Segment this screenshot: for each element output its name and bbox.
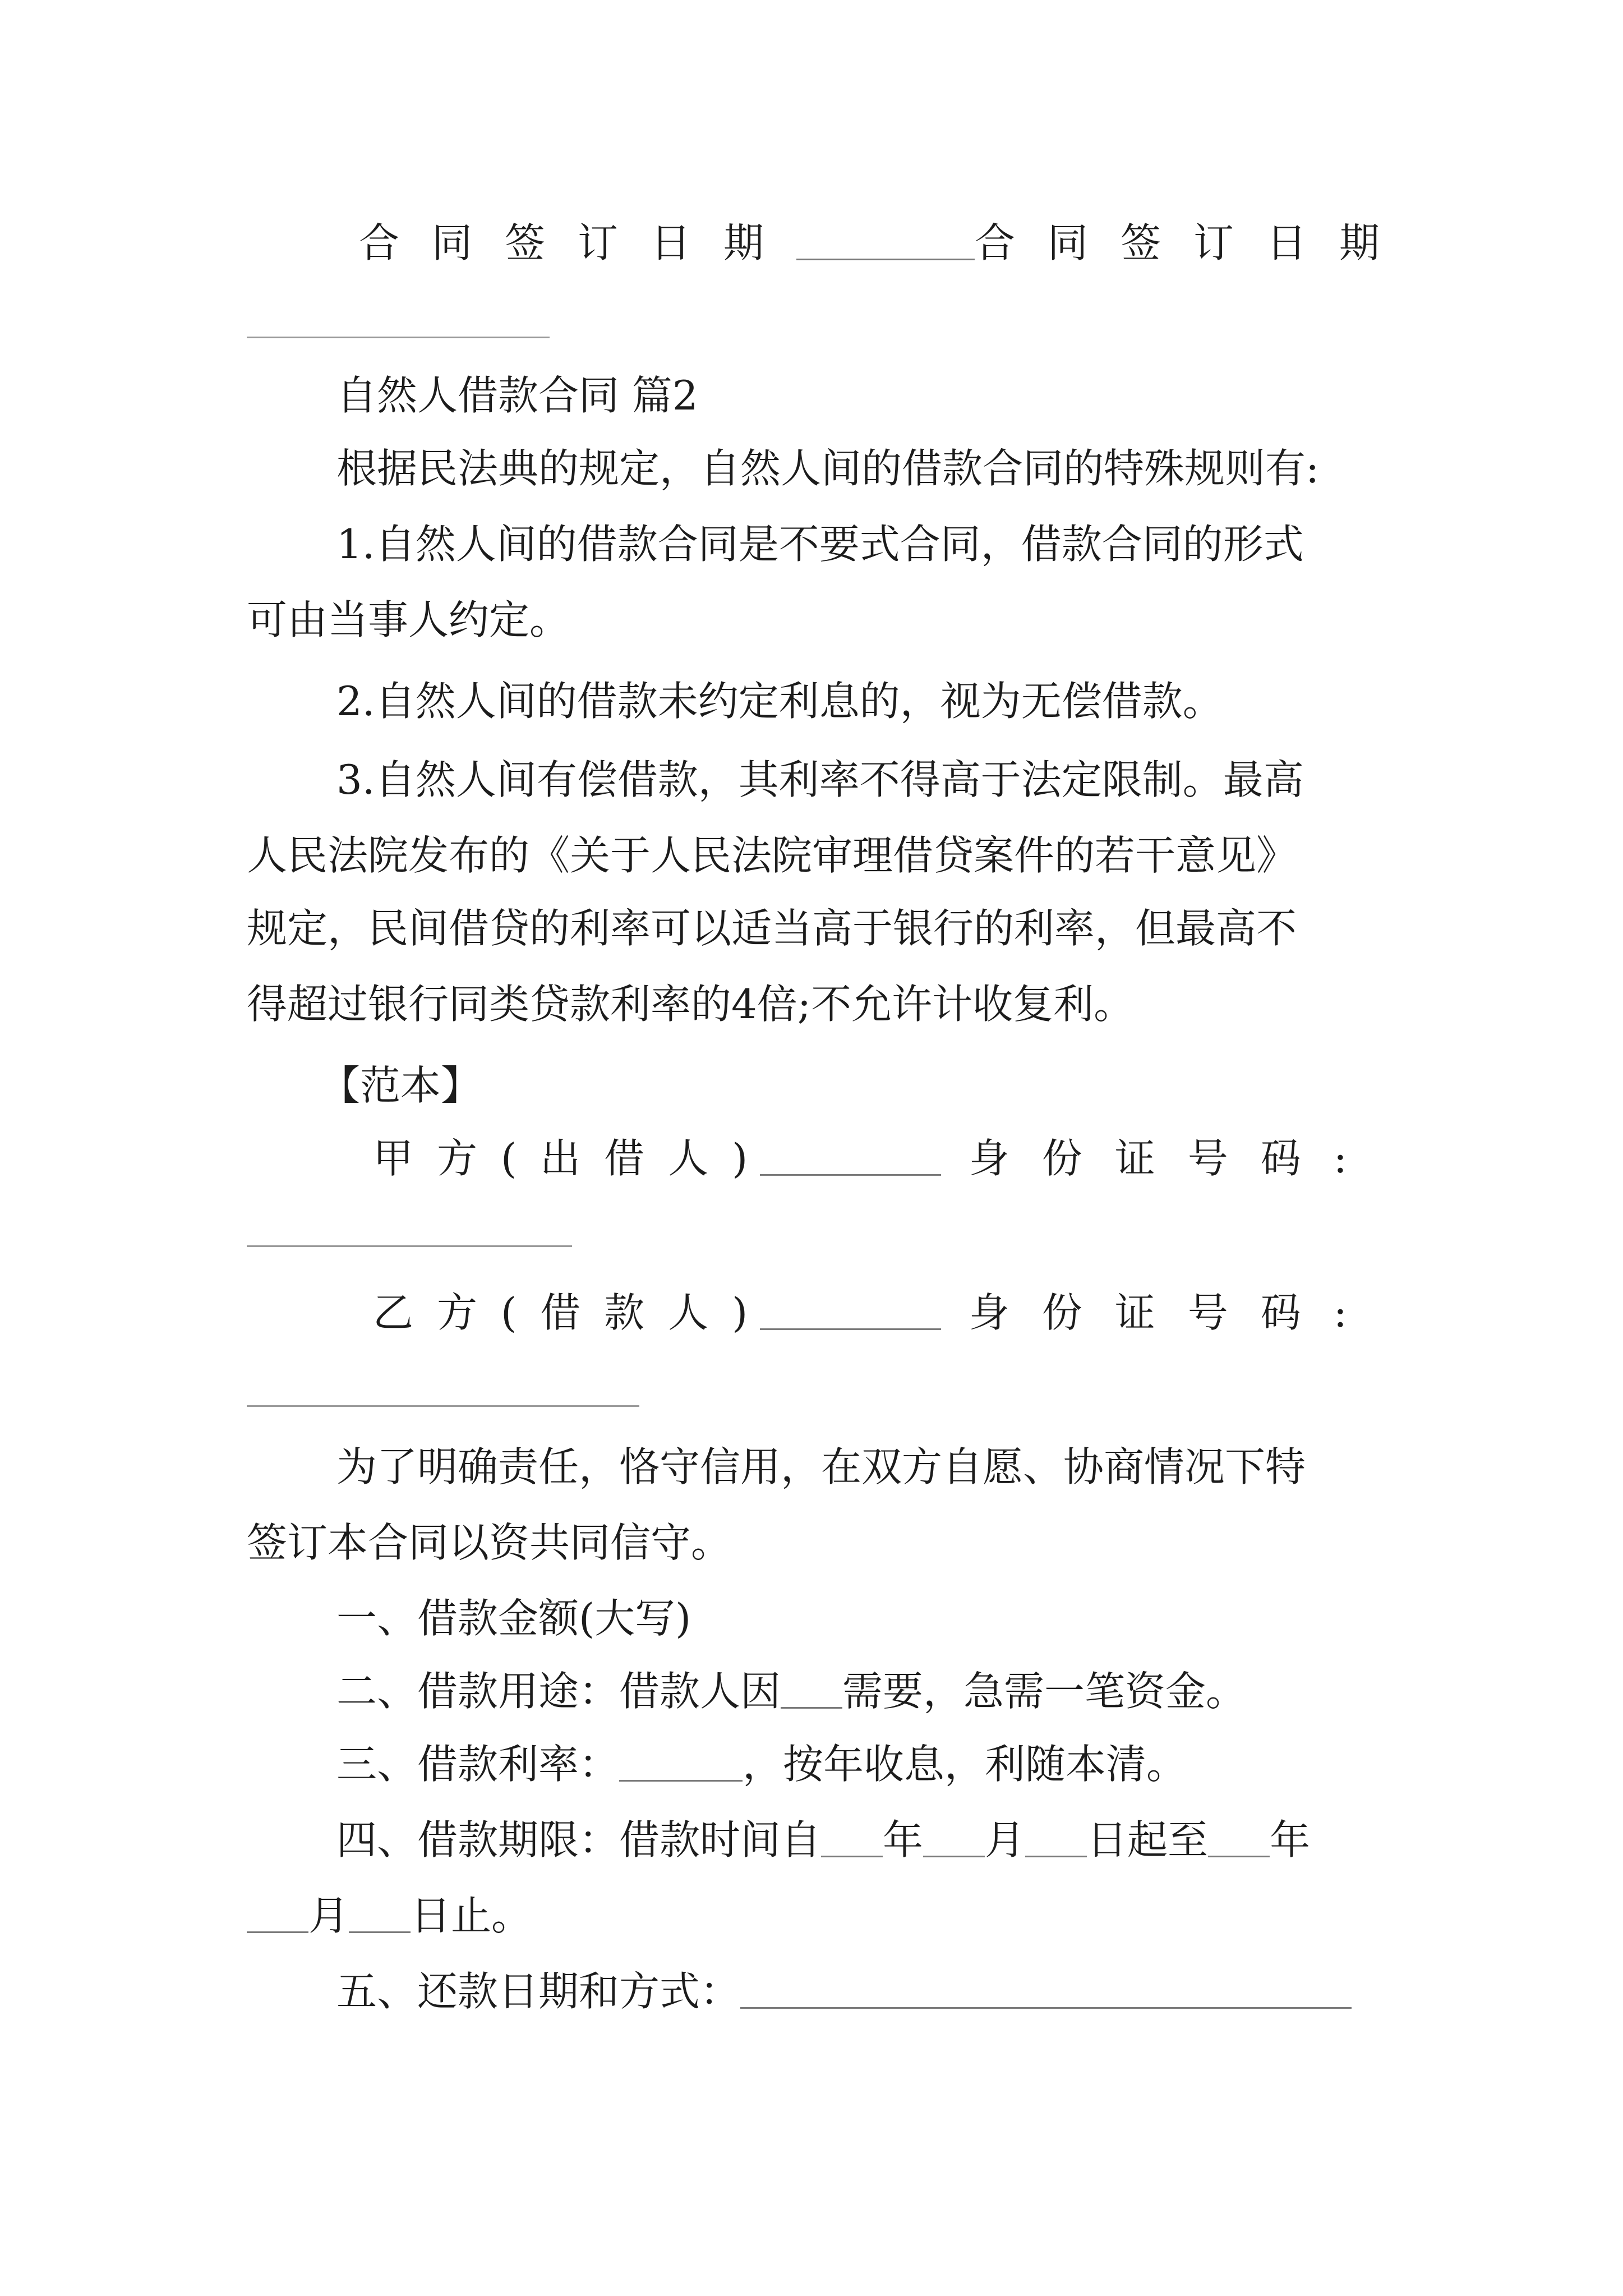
clause3-text-b: ，按年收息，利随本清。 (743, 1741, 1187, 1788)
rule1-text-2: 可由当事人约定。 (247, 596, 570, 643)
party-b-name-blank (760, 1296, 941, 1330)
rule3-text-4: 得超过银行同类贷款利率的4倍;不允许计收复利。 (247, 981, 1135, 1028)
clause3-text-a: 三、借款利率： (336, 1741, 620, 1788)
intro-line (247, 438, 1380, 499)
rule2-text: 2.自然人间的借款未约定利息的，视为无偿借款。 (336, 678, 1223, 725)
party-b-label: 乙方(借款人) (373, 1289, 772, 1336)
rule1-text-1: 1.自然人间的借款合同是不要式合同，借款合同的形式 (336, 521, 1304, 568)
party-a-id-blank (247, 1245, 572, 1247)
rule3-text-3: 规定，民间借贷的利率可以适当高于银行的利率，但最高不 (247, 905, 1297, 952)
sign-date-blank-2 (247, 337, 550, 338)
sign-date-label-2: 合同签订日期 (974, 219, 1412, 266)
clause4-start-year-blank (821, 1823, 883, 1857)
sign-date-blank-1 (796, 226, 975, 260)
clause4-year2-label: 年 (1270, 1816, 1311, 1864)
clause3-rate-blank (619, 1747, 743, 1782)
rule2-line (247, 670, 1380, 732)
rule3-line2 (247, 825, 1380, 886)
clause4-end-label: 日止。 (411, 1892, 532, 1939)
sign-date-label-1: 合同签订日期 (359, 219, 797, 266)
party-b-row (247, 1282, 1380, 1343)
purpose-text-2: 签订本合同以资共同信守。 (247, 1519, 732, 1566)
party-b-id-label: 身份证号码: (969, 1289, 1380, 1336)
clause4-month-label: 月 (985, 1816, 1026, 1864)
purpose-line1 (247, 1436, 1380, 1498)
purpose-line2 (247, 1512, 1380, 1573)
clause4-text-a: 四、借款期限：借款时间自 (336, 1816, 822, 1864)
party-a-name-blank (760, 1142, 941, 1176)
clause1 (247, 1588, 1380, 1649)
clause4-line2 (247, 1885, 1380, 1947)
clause4-end-year-blank (1208, 1823, 1270, 1857)
section-title (247, 365, 1380, 426)
rule3-line4 (247, 973, 1380, 1035)
clause5-blank (740, 1975, 1352, 2009)
party-a-id-label: 身份证号码: (969, 1135, 1380, 1182)
clause1-text: 一、借款金额(大写) (336, 1595, 691, 1642)
clause2-purpose-blank (781, 1674, 842, 1709)
clause4-line1 (247, 1809, 1380, 1871)
clause4-start-month-blank (923, 1823, 985, 1857)
party-a-label: 甲方(出借人) (373, 1135, 772, 1182)
party-a-row (247, 1128, 1380, 1189)
clause5 (247, 1961, 1380, 2022)
clause2 (247, 1660, 1380, 1722)
rule1-line2 (247, 589, 1380, 651)
rule1-line1 (247, 513, 1380, 575)
clause4-start-day-blank (1025, 1823, 1087, 1857)
party-b-id-blank (247, 1405, 639, 1407)
clause2-text-a: 二、借款用途：借款人因 (336, 1668, 781, 1715)
clause4-end-day-blank (349, 1899, 411, 1933)
rule3-text-2: 人民法院发布的《关于人民法院审理借贷案件的若干意见》 (247, 832, 1297, 879)
clause4-year-label: 年 (883, 1816, 924, 1864)
rule3-line1 (247, 749, 1380, 811)
intro-text: 根据民法典的规定，自然人间的借款合同的特殊规则有: (336, 445, 1320, 492)
clause4-end-month-blank (247, 1899, 308, 1933)
rule3-line3 (247, 898, 1380, 959)
clause4-day-from-label: 日起至 (1087, 1816, 1209, 1864)
section-title-text: 自然人借款合同 篇2 (336, 372, 698, 419)
template-heading-text: 【范本】 (320, 1062, 482, 1109)
purpose-text-1: 为了明确责任，恪守信用，在双方自愿、协商情况下特 (336, 1443, 1306, 1490)
sign-date-row (247, 212, 1412, 274)
clause3 (247, 1733, 1380, 1795)
rule3-text-1: 3.自然人间有偿借款，其利率不得高于法定限制。最高 (336, 756, 1304, 803)
clause4-month2-label: 月 (308, 1892, 349, 1939)
clause2-text-b: 需要，急需一笔资金。 (842, 1668, 1247, 1715)
template-heading (247, 1055, 1380, 1116)
clause5-text: 五、还款日期和方式： (336, 1968, 741, 2015)
